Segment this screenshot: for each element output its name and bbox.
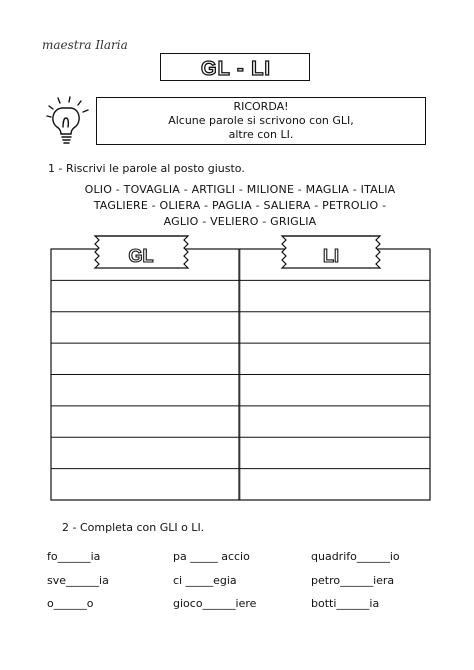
page-title: GL - LI (201, 58, 271, 80)
column-header-gl: GL (128, 246, 154, 266)
reminder-heading: RICORDA! (233, 100, 289, 113)
fill-in-item[interactable]: quadrifo______io (311, 550, 400, 563)
reminder-line-2: altre con LI. (228, 128, 294, 141)
exercise-2-instruction: 2 - Completa con GLI o LI. (62, 521, 205, 534)
tape-label-li (282, 236, 380, 268)
fill-in-item[interactable]: fo______ia (47, 550, 101, 563)
fill-in-item[interactable]: botti______ia (311, 597, 380, 610)
exercise-1-instruction: 1 - Riscrivi le parole al posto giusto. (48, 162, 245, 175)
fill-in-item[interactable]: sve______ia (47, 574, 109, 587)
fill-in-item[interactable]: pa _____ accio (173, 550, 250, 563)
author-signature: maestra Ilaria (42, 38, 128, 52)
fill-in-item[interactable]: ci _____egia (173, 574, 237, 587)
tape-label-gl (95, 236, 188, 268)
word-bank-line-3: AGLIO - VELIERO - GRIGLIA (163, 215, 317, 228)
fill-in-item[interactable]: petro______iera (311, 574, 395, 587)
fill-in-item[interactable]: o______o (47, 597, 94, 610)
column-header-li: LI (323, 246, 339, 266)
word-bank-line-1: OLIO - TOVAGLIA - ARTIGLI - MILIONE - MAGLIA - ITALIA (84, 183, 396, 196)
fill-in-item[interactable]: gioco______iere (173, 597, 257, 610)
word-bank-line-2: TAGLIERE - OLIERA - PAGLIA - SALIERA - PETROLIO - (93, 199, 387, 212)
reminder-line-1: Alcune parole si scrivono con GLI, (168, 114, 354, 127)
